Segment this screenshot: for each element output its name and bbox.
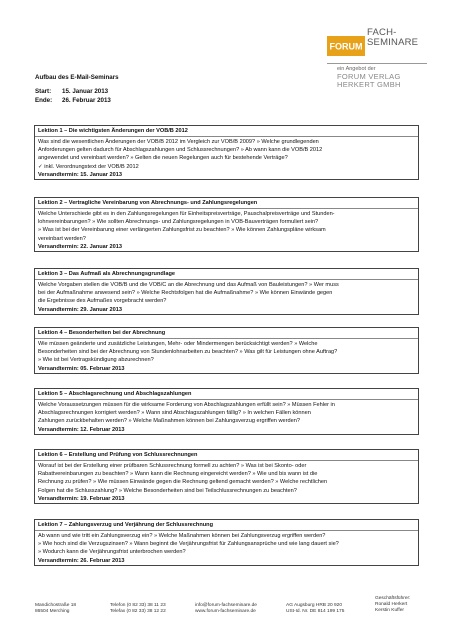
page-title: Aufbau des E-Mail-Seminars [35,74,119,81]
forum-logo-mark [327,36,365,56]
lesson-2-box [34,197,419,252]
footer-phone: Telefon (0 82 33) 38 11 23 Telefax (0 82 33) 38 12 22 [110,603,166,615]
lesson-title: Lektion 5 – Abschlagsrechnung und Abschlagszahlungen [35,389,418,400]
footer-register: AG Augsburg HRB 20 920 USt-Id. Nr. DE 814 199 175 [286,603,345,615]
lesson-6-box [34,449,419,504]
lesson-title: Lektion 4 – Besonderheiten bei der Abrechnung [35,328,418,339]
logo-angebot-text: ein Angebot der [337,66,376,72]
start-label: Start: [35,88,52,95]
lesson-send-date: Versandtermin: 22. Januar 2013 [38,243,122,250]
lesson-5-box [34,388,419,435]
lesson-send-date: Versandtermin: 15. Januar 2013 [38,171,122,178]
footer-web[interactable]: info@forum-fachseminare.de www.forum-fachseminare.de [195,603,257,615]
lesson-title: Lektion 7 – Zahlungsverzug und Verjährung der Schlussrechnung [35,520,418,531]
lesson-title: Lektion 3 – Das Aufmaß als Abrechnungsgrundlage [35,269,418,280]
forum-fachseminare-logo [327,26,439,98]
lesson-body: Welche Unterschiede gibt es in den Zahlungsregelungen für Einheitspreisverträge, Pauschalpreisverträge und Stunden- lohnvereinbarungen? » Wie sollten Abrechnungs- und Zahlungsregelungen in VOB-Bauverträgen formuliert sein? » Was ist bei der Vereinbarung einer verlängerten Zahlungsfrist zu beachten? » Wie können Zahlungspläne wirksam vereinbart werden? [38,211,335,242]
start-value: 15. Januar 2013 [62,88,109,95]
lesson-3-box [34,268,419,315]
logo-verlag-text: FORUM VERLAG HERKERT GMBH [337,72,401,89]
logo-fachseminare-text: FACH- SEMINARE [367,27,419,48]
lesson-7-box [34,519,419,566]
lesson-body: Welche Voraussetzungen müssen für die wirksame Forderung von Abschlagszahlungen erfüllt sein? » Müssen Fehler in Abschlagsrechnungen korrigiert werden? » Wann sind Abschlagszahlungen fällig? » In welchen Fällen können Zahlungen zurückbehalten werden? » Welche Maßnahmen können bei Zahlungsverzug ergriffen werden? [38,402,335,425]
lesson-4-box [34,327,419,374]
lesson-title: Lektion 6 – Erstellung und Prüfung von Schlussrechnungen [35,450,418,461]
lesson-body: Ab wann und wie tritt ein Zahlungsverzug ein? » Welche Maßnahmen können bei Zahlungsverzug ergriffen werden? » Wie hoch sind die Verzugszinsen? » Wann beginnt die Verjährungsfrist für Zahlungsansprüche und wie lang dauert sie? » Wodurch kann die Verjährungsfrist unterbrochen werden? [38,533,339,556]
lesson-send-date: Versandtermin: 26. Februar 2013 [38,557,125,564]
lesson-send-date: Versandtermin: 12. Februar 2013 [38,426,125,433]
lesson-title: Lektion 2 – Vertragliche Vereinbarung von Abrechnungs- und Zahlungsregelungen [35,198,418,209]
lesson-send-date: Versandtermin: 29. Januar 2013 [38,306,122,313]
end-date-row [35,96,111,105]
lesson-title: Lektion 1 – Die wichtigsten Änderungen der VOB/B 2012 [35,126,418,137]
lesson-send-date: Versandtermin: 19. Februar 2013 [38,495,125,502]
seminar-dates [35,87,111,105]
lesson-body: Welche Vorgaben stellen die VOB/B und die VOB/C an die Abrechnung und das Aufmaß von Bauleistungen? » Wer muss bei der Aufmaßnahme anwesend sein? » Welche Rechtsfolgen hat die Aufmaßnahme? » Wie können Einwände gegen die Ergebnisse des Aufmaßes vorgebracht werden? [38,282,339,305]
logo-divider [327,63,427,64]
start-date-row [35,87,111,96]
footer-management: Geschäftsführer: Ronald Herkert Kerstin Kuffer [375,596,411,614]
lesson-1-box [34,125,419,180]
end-value: 26. Februar 2013 [62,97,111,104]
lesson-body: Was sind die wesentlichen Änderungen der VOB/B 2012 im Vergleich zur VOB/B 2009? » Welche grundlegenden Anforderungen gelten dadurch für Abschlagszahlungen und Schlussrechnungen? » Ab wann kann die VOB/B 2012 angewendet und vereinbart werden? » Gelten die neuen Regelungen auch für bestehende Verträge? ✓ inkl. Verordnungstext der VOB/B 2012 [38,139,323,170]
logo-brand-text: FORUM [329,41,363,52]
lesson-send-date: Versandtermin: 05. Februar 2013 [38,365,125,372]
lesson-body: Worauf ist bei der Erstellung einer prüfbaren Schlussrechnung formell zu achten? » Was ist bei Skonto- oder Rabattvereinbarungen zu beachten? » Wann kann die Rechnung eingereicht werden? » Wie und bis wann ist die Rechnung zu prüfen? » Wie müssen Einwände gegen die Rechnung geltend gemacht werden? » Welche rechtlichen Folgen hat die Schlusszahlung? » Welche Besonderheiten sind bei Teilschlussrechnungen zu beachten? [38,463,328,494]
footer-address: Mandichostraße 18 86504 Merching [35,603,77,615]
lesson-body: Wie müssen geänderte und zusätzliche Leistungen, Mehr- oder Mindermengen berücksichtigt werden? » Welche Besonderheiten sind bei der Abrechnung von Stundenlohnarbeiten zu beachten? » Was gilt für Leistungen ohne Auftrag? » Wie ist bei Vertragskündigung abzurechnen? [38,341,338,364]
end-label: Ende: [35,97,53,104]
